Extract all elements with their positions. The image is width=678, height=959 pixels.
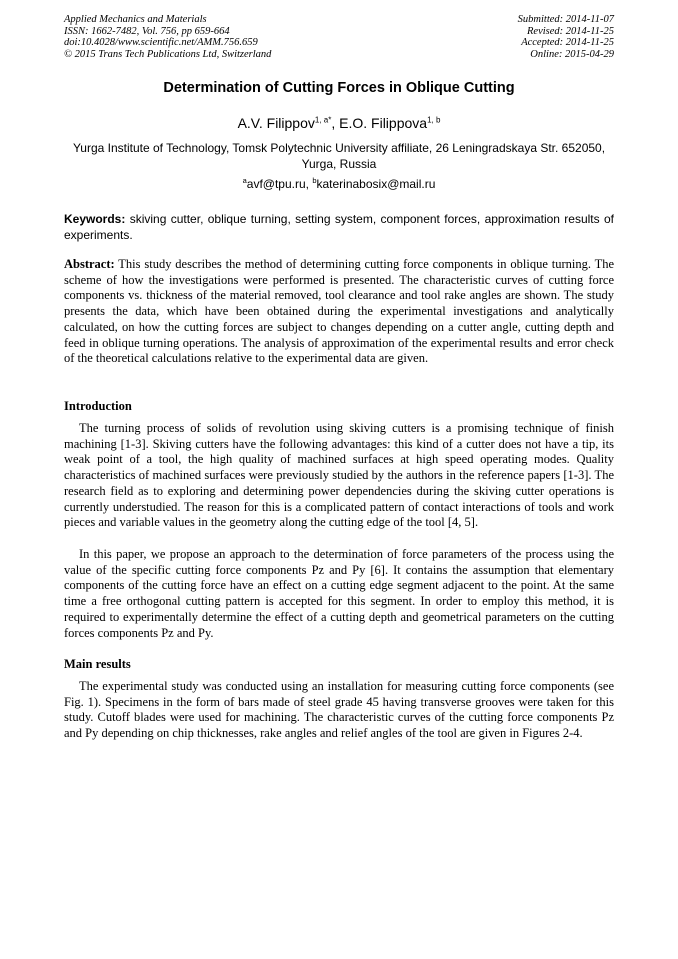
online-date: Online: 2015-04-29	[530, 48, 614, 60]
emails-line	[40, 176, 638, 191]
introduction-paragraph-2: In this paper, we propose an approach to the determination of force parameters of the process using the value of the specific cutting force components Pz and Py [6]. It contains the assumption that elementary components of the cutting force have an effect on a cutting edge segment adjacent to the point. At the same time a free orthogonal cutting pattern is accepted for this segment. In order to employ this method, it is required to experimentally determine the effect of a cutting depth and geometrical parameters on the cutting forces components Pz and Py.	[64, 547, 614, 640]
author-separator: ,	[331, 115, 340, 131]
introduction-heading: Introduction	[64, 399, 132, 413]
main-results-paragraph-1: The experimental study was conducted using an installation for measuring cutting force components (see Fig. 1). Specimens in the form of bars made of steel grade 45 having transverse grooves were taken for this study. Cutoff blades were used for machining. The characteristic curves of the cutting force components Pz and Py depending on chip thicknesses, rake angles and relief angles of the tool are given in Figures 2-4.	[64, 679, 614, 741]
email-b-marker: b	[312, 176, 317, 185]
author-1: A.V. Filippov	[237, 115, 315, 131]
email-a-marker: a	[242, 176, 247, 185]
email-a: avf@tpu.ru,	[246, 177, 313, 191]
keywords	[64, 211, 614, 243]
affiliation: Yurga Institute of Technology, Tomsk Polytechnic University affiliate, 26 Leningradskaya Str. 652050, Yurga, Russia	[72, 141, 606, 171]
journal-name: Applied Mechanics and Materials	[64, 14, 207, 25]
abstract	[64, 257, 614, 367]
issn-line: ISSN: 1662-7482, Vol. 756, pp 659-664	[64, 25, 230, 37]
submitted-date: Submitted: 2014-11-07	[517, 14, 614, 25]
main-results-heading: Main results	[64, 657, 131, 671]
accepted-date: Accepted: 2014-11-25	[521, 37, 614, 48]
doi-line: doi:10.4028/www.scientific.net/AMM.756.659	[64, 37, 258, 48]
author-2: E.O. Filippova	[339, 115, 428, 131]
paper-title: Determination of Cutting Forces in Oblique Cutting	[163, 80, 515, 96]
journal-info	[64, 14, 271, 60]
authors-line	[40, 115, 638, 131]
author-2-affil: 1, b	[427, 115, 441, 125]
keywords-text: skiving cutter, oblique turning, setting system, component forces, approximation results of experiments.	[64, 212, 614, 242]
email-b: katerinabosix@mail.ru	[316, 177, 436, 191]
author-1-affil: 1, a*	[314, 115, 332, 125]
keywords-label: Keywords:	[64, 212, 126, 226]
submission-dates	[518, 14, 614, 60]
copyright-line: © 2015 Trans Tech Publications Ltd, Switzerland	[64, 48, 272, 60]
revised-date: Revised: 2014-11-25	[527, 25, 614, 37]
abstract-text: This study describes the method of determining cutting force components in oblique turning. The scheme of how the investigations were performed is presented. The characteristic curves of cutting force components vs. thickness of the material removed, tool clearance and tool rake angles are shown. The study presents the data, which have been obtained during the experimental investigations and analytically calculated, on how the cutting forces are subject to changes depending on a cutter angle, cutting depth and feed in oblique turning operations. The analysis of approximation of the experimental results and error check of the theoretical calculations relative to the experimental data are given.	[64, 257, 614, 366]
introduction-paragraph-1: The turning process of solids of revolution using skiving cutters is a promising technique of finish machining [1-3]. Skiving cutters have the following advantages: this kind of a cutter does not have a tip, its weak point of a tool, the high quality of machined surfaces at high speed operating modes. Quality characteristics of machined surfaces were previously studied by the authors in the reference papers [1-3]. The research field as to exploring and determining power dependencies during the skiving cutter operations is currently understudied. The reason for this is a complicated pattern of contact interactions of tools and work pieces and variable values in the geometry along the cutting edge of the tool [4, 5].	[64, 421, 614, 530]
abstract-label: Abstract:	[64, 257, 115, 271]
